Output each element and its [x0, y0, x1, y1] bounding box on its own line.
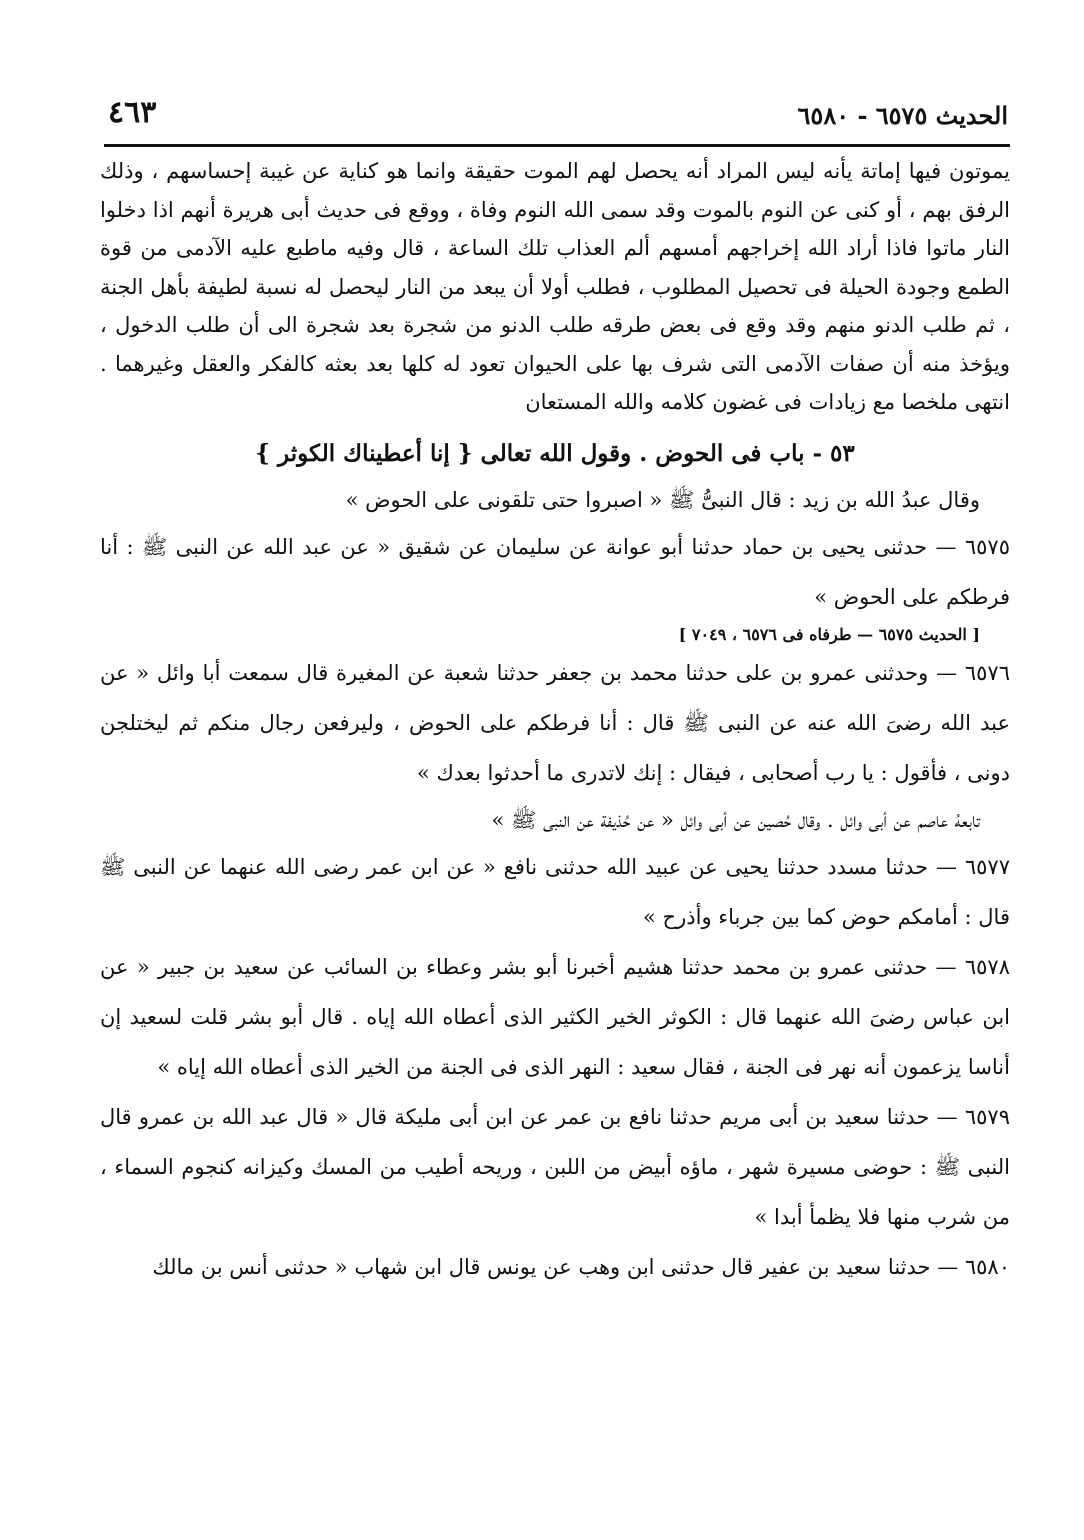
- hadith-6577: ٦٥٧٧ — حدثنا مسدد حدثنا يحيى عن عبيد الله حدثنى نافع « عن ابن عمر رضى الله عنهما عن النبى ﷺ قال : أمامكم حوض كما بين جرباء وأذرح »: [100, 854, 1010, 929]
- page-number: ٤٦٣: [108, 95, 157, 130]
- hadith-6579: ٦٥٧٩ — حدثنا سعيد بن أبى مريم حدثنا نافع بن عمر عن ابن أبى مليكة قال « قال عبد الله بن عمرو قال النبى ﷺ : حوضى مسيرة شهر ، ماؤه أبيض من اللبن ، وريحه أطيب من المسك وكيزانه كنجوم السماء ، من شرب منها فلا يظمأ أبدا »: [100, 1104, 1010, 1229]
- chapter-heading: ٥٣ - باب فى الحوض . وقول الله تعالى { إنا أعطيناك الكوثر }: [255, 439, 855, 467]
- chapter-note: وقال عبدُ الله بن زيد : قال النبىُّ ﷺ « اصبروا حتى تلقونى على الحوض »: [345, 487, 980, 512]
- cross-reference-6575: [ الحديث ٦٥٧٥ — طرفاه فى ٦٥٧٦ ، ٧٠٤٩ ]: [678, 624, 980, 644]
- hadith-6576: ٦٥٧٦ — وحدثنى عمرو بن على حدثنا محمد بن جعفر حدثنا شعبة عن المغيرة قال سمعت أبا وائل « عن عبد الله رضىَ الله عنه عن النبى ﷺ قال : أنا فرطكم على الحوض ، وليرفعن رجال منكم ثم ليختلجن دونى ، فأقول : يا رب أصحابى ، فيقال : إنك لاتدرى ما أحدثوا بعدك »: [100, 660, 1010, 785]
- commentary-paragraph: يموتون فيها إماتة يأنه ليس المراد أنه يحصل لهم الموت حقيقة وانما هو كناية عن غيبة إحساسهم ، وذلك الرفق بهم ، أو كنى عن النوم بالموت وقد سمى الله النوم وفاة ، ووقع فى حديث أبى هريرة أنهم اذا دخلوا النار ماتوا فاذا أراد الله إخراجهم أمسهم ألم العذاب تلك الساعة ، قال وفيه ماطبع عليه الآدمى من قوة الطمع وجودة الحيلة فى تحصيل المطلوب ، فطلب أولا أن يبعد من النار ليحصل له نسبة لطيفة بأهل الجنة ، ثم طلب الدنو منهم وقد وقع فى بعض طرقه طلب الدنو من شجرة بعد شجرة الى أن طلب الدخول ، ويؤخذ منه أن صفات الآدمى التى شرف بها على الحيوان تعود له كلها بعد بعثه كالفكر والعقل وغيرهما . انتهى ملخصا مع زيادات فى غضون كلامه والله المستعان: [100, 159, 1010, 414]
- hadith-6580: ٦٥٨٠ — حدثنا سعيد بن عفير قال حدثنى ابن وهب عن يونس قال ابن شهاب « حدثنى أنس بن مالك: [152, 1254, 1010, 1279]
- hadith-6578: ٦٥٧٨ — حدثنى عمرو بن محمد حدثنا هشيم أخبرنا أبو بشر وعطاء بن السائب عن سعيد بن جبير « عن ابن عباس رضىَ الله عنهما قال : الكوثر الخير الكثير الذى أعطاه الله إياه . قال أبو بشر قلت لسعيد إن أناسا يزعمون أنه نهر فى الجنة ، فقال سعيد : النهر الذى فى الجنة من الخير الذى أعطاه الله إياه »: [100, 954, 1010, 1079]
- header-rule: [104, 144, 1010, 147]
- page-header: [108, 95, 1008, 139]
- running-title: الحديث ٦٥٧٥ - ٦٥٨٠: [797, 101, 1008, 130]
- hadith-6576-follow-up: تابعهُ عاصم عن أبى وائل . وقال حُصين عن أبى وائل « عن حُذيفة عن النبى ﷺ »: [491, 807, 980, 832]
- page-body: [100, 152, 1010, 1292]
- hadith-6575: ٦٥٧٥ — حدثنى يحيى بن حماد حدثنا أبو عوانة عن سليمان عن شقيق « عن عبد الله عن النبى ﷺ : أنا فرطكم على الحوض »: [100, 534, 1010, 609]
